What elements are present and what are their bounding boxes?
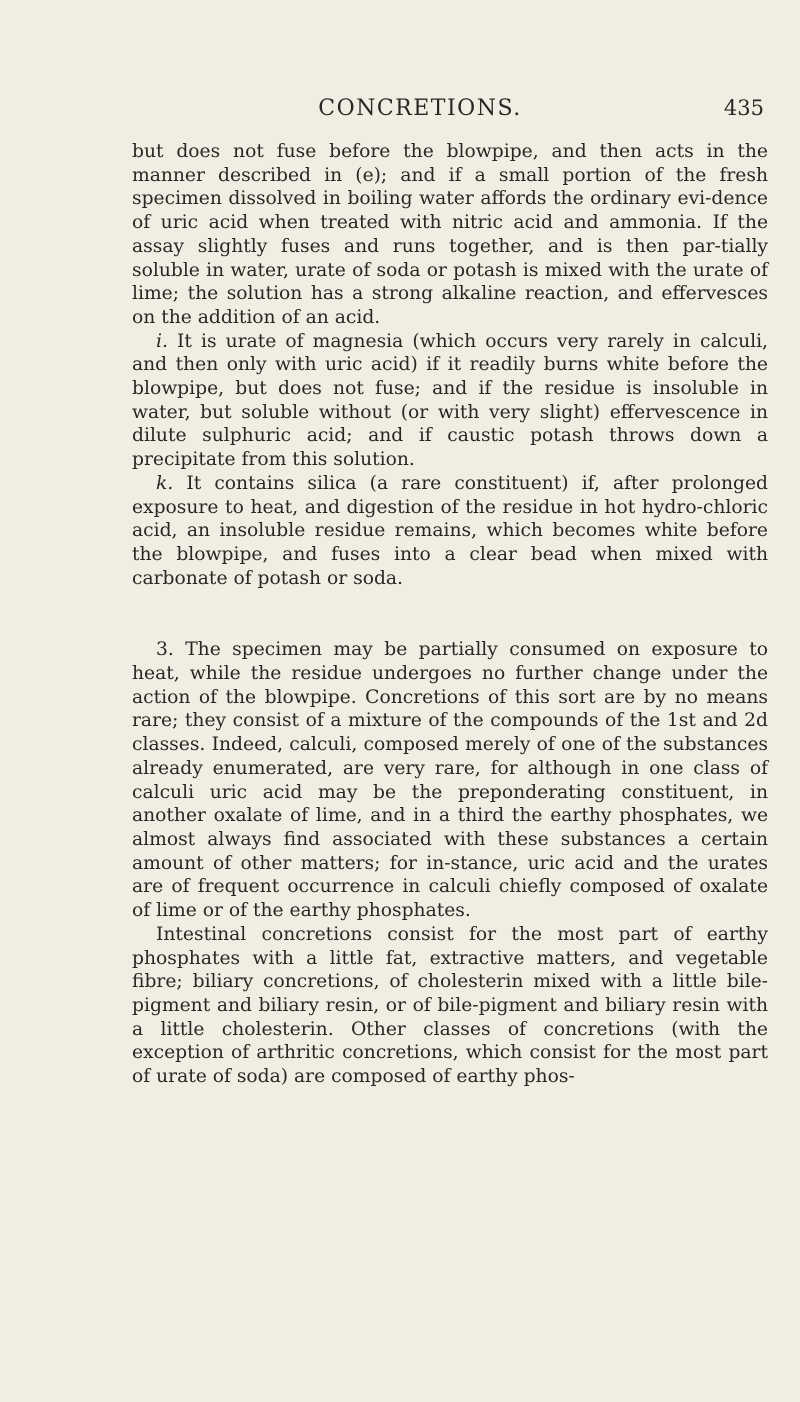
paragraph-text: It contains silica (a rare constituent) if, after prolonged exposure to heat, and digestion of the residue in hot hydro-chloric acid, an insoluble residue remains, which becomes white before the blowpipe, and fuses into a clear bead when mixed with carbonate of potash or soda.: [132, 472, 768, 589]
body-text: [132, 140, 768, 1089]
paragraph-continuation: [132, 140, 768, 330]
page-header: [180, 96, 764, 128]
page-number: 435: [723, 96, 764, 120]
paragraph-3: [132, 638, 768, 922]
paragraph-text: It is urate of magnesia (which occurs very rarely in calculi, and then only with uric acid) if it readily burns white before the blowpipe, but does not fuse; and if the residue is insoluble in water, but soluble without (or with very slight) effervescence in dilute sulphuric acid; and if caustic potash throws down a precipitate from this solution.: [132, 330, 768, 471]
paragraph-i: [132, 330, 768, 472]
paragraph-intestinal: [132, 923, 768, 1089]
running-title: CONCRETIONS.: [318, 96, 522, 121]
paragraph-text: 3. The specimen may be partially consumed on exposure to heat, while the residue undergoes no further change under the action of the blowpipe. Concretions of this sort are by no means rare; they consist of a mixture of the compounds of the 1st and 2d classes. Indeed, calculi, composed merely of one of the substances already enumerated, are very rare, for although in one class of calculi uric acid may be the preponderating constituent, in another oxalate of lime, and in a third the earthy phosphates, we almost always find associated with these substances a certain amount of other matters; for in-stance, uric acid and the urates are of frequent occurrence in calculi chiefly composed of oxalate of lime or of the earthy phosphates.: [132, 639, 768, 922]
paragraph-text: Intestinal concretions consist for the most part of earthy phosphates with a little fat, extractive matters, and vegetable fibre; biliary concretions, of cholesterin mixed with a little bile-pigment and biliary resin, or of bile-pigment and biliary resin with a little cholesterin. Other classes of concretions (with the exception of arthritic concretions, which consist for the most part of urate of soda) are composed of earthy phos-: [132, 923, 768, 1088]
item-letter: k.: [156, 472, 174, 494]
paragraph-text: but does not fuse before the blowpipe, and then acts in the manner described in (e); and if a small portion of the fresh specimen dissolved in boiling water affords the ordinary evi-dence of uric acid when treated with nitric acid and ammonia. If the assay slightly fuses and runs together, and is then par-tially soluble in water, urate of soda or potash is mixed with the urate of lime; the solution has a strong alkaline reaction, and effervesces on the addition of an acid.: [132, 141, 768, 328]
paragraph-k: [132, 472, 768, 591]
item-letter: i.: [156, 330, 168, 352]
